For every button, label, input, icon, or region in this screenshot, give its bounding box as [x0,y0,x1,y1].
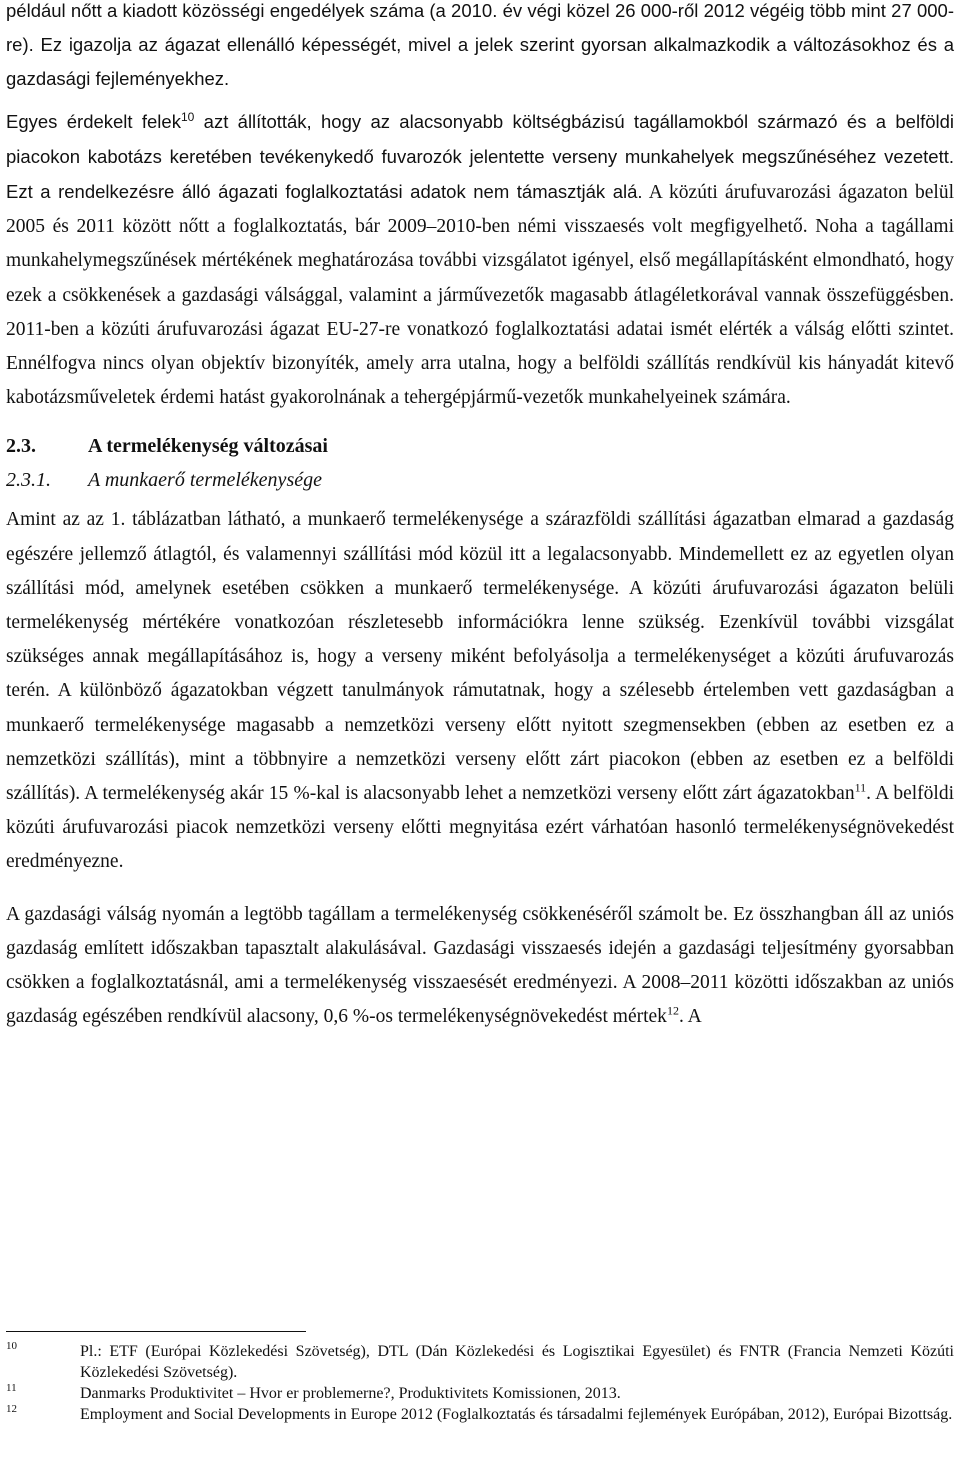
text-run: Amint az az 1. táblázatban látható, a munkaerő termelékenysége a szárazföldi szállítási ágazatban elmarad a gazdaság egészére jellemző átlagtól, és valamennyi szállítási mód közül itt a legalacsonyabb. Mindemellett ez az egyetlen olyan szállítási mód, amelynek esetében csökken a munkaerő termelékenysége. A közúti árufuvarozási ágazaton belüli termelékenység mértékére vonatkozóan részletesebb információkra lenne szükség. Ezenkívül további vizsgálat szükséges annak megállapításához is, hogy a verseny miként befolyásolja a termelékenységet a közúti árufuvarozás terén. A különböző ágazatokban végzett tanulmányok rámutatnak, hogy a szélesebb értelemben vett gazdaságban a munkaerő termelékenysége magasabb a nemzetközi verseny előtt nyitott szegmensekben (ebben az esetben ez a nemzetközi szállítás), mint a többnyire a nemzetközi verseny előtt zárt piacokon (ebben az esetben ez a belföldi szállítás). A termelékenység akár 15 %-kal is alacsonyabb lehet a nemzetközi verseny előtt zárt ágazatokban [6,509,954,805]
footnote-separator [6,1331,306,1332]
subsection-title: A munkaerő termelékenysége [88,469,322,492]
footnote-mark: 11 [6,1382,17,1394]
footnote-text: Pl.: ETF (Európai Közlekedési Szövetség), DTL (Dán Közlekedési és Logisztikai Egyesület) és FNTR (Francia Nemzeti Közúti Közlekedési Szövetség). [80,1343,954,1381]
footnote-text: Employment and Social Developments in Europe 2012 (Foglalkoztatás és társadalmi fejlemények Európában, 2012), Európai Bizottság. [80,1406,953,1423]
footnote-ref-12[interactable]: 12 [666,1003,679,1018]
text-run: A gazdasági válság nyomán a legtöbb tagállam a termelékenység csökkenéséről számolt be. Ez összhangban áll az uniós gazdaság említett időszakban tapasztalt alakulásával. Gazdasági visszaesés idején a gazdasági teljesítmény gyorsabban csökken a foglalkoztatásnál, ami a termelékenység visszaesését eredményezi. A 2008–2011 közötti időszakban az uniós gazdaság egészében rendkívül alacsony, 0,6 %-os termelékenységnövekedést mértek [6,903,954,1028]
paragraph-employment [6,105,954,416]
footnote-12 [6,1404,954,1425]
footnote-mark: 10 [6,1340,17,1352]
footnote-ref-10[interactable]: 10 [180,109,195,124]
text-run: A közúti árufuvarozási ágazaton belül 2005 és 2011 között nőtt a foglalkoztatás, bár 2009–2010-ben némi visszaesés volt megfigyelhető. Noha a tagállami munkahelymegszűnések mértékének meghatározása további vizsgálatot igényel, első megállapításként elmondható, hogy ezek a csökkenések a gazdasági válsággal, valamint a járművezetők magasabb átlagéletkorával vannak összefüggésben. 2011-ben a közúti árufuvarozási ágazat EU-27-re vonatkozó foglalkoztatási adatai ismét elérték a válság előtti szintet. Ennélfogva nincs olyan objektív bizonyíték, amely arra utalna, hogy a belföldi szállítás rendkívül kis hányadát kitevő kabotázsműveletek érdemi hatást gyakorolnának a tehergépjármű-vezetők munkahelyeinek számára. [6,182,954,409]
paragraph-crisis [6,898,954,1035]
footnotes [6,1341,954,1425]
subsection-heading [6,463,954,497]
paragraph-gap [6,880,954,898]
footnote-mark: 12 [6,1403,17,1415]
footnote-10 [6,1341,954,1383]
footnote-text: Danmarks Produktivitet – Hvor er problemerne?, Produktivitets Komissionen, 2013. [80,1385,621,1402]
paragraph-productivity [6,503,954,879]
text-run: . A belföldi közúti árufuvarozási piacok nemzetközi verseny előtti megnyitása ezért várhatóan hasonló termelékenységnövekedést eredményezne. [6,783,955,873]
footnote-11 [6,1383,954,1404]
text-run: Egyes érdekelt felek [6,110,181,132]
document-page [6,0,954,1034]
section-heading [6,429,954,463]
section-number: 2.3. [6,435,36,458]
text-run: . A [678,1006,702,1028]
section-title: A termelékenység változásai [88,435,328,458]
subsection-number: 2.3.1. [6,469,51,492]
paragraph-continuation: például nőtt a kiadott közösségi engedélyek száma (a 2010. év végi közel 26 000-ről 2012 végéig több mint 27 000-re). Ez igazolja az ágazat ellenálló képességét, mivel a jelek szerint gyorsan alkalmazkodik a változásokhoz és a gazdasági fejleményekhez. [6,0,954,90]
text-run: azt állították, hogy az alacsonyabb költségbázisú tagállamokból származó és a belföldi piacokon kabotázs keretében tevékenykedő fuvarozók jelentette verseny munkahelyek megszűnéséhez vezetett. Ezt a rendelkezésre álló ágazati foglalkoztatási adatok nem támasztják alá. [6,110,955,203]
footnote-ref-11[interactable]: 11 [854,780,867,795]
